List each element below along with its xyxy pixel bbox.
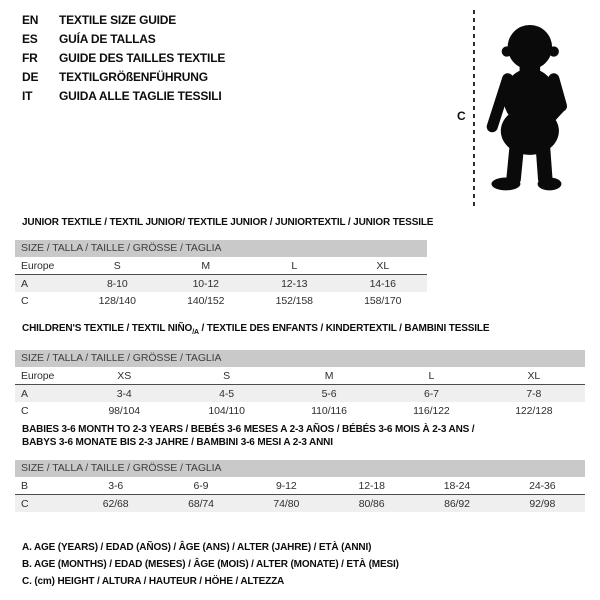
age-cell: 14-16 (369, 277, 396, 290)
months-cell: 9-12 (276, 479, 297, 492)
language-row-fr (22, 48, 225, 67)
footnote-age-months: B. AGE (MONTHS) / EDAD (MESES) / ÂGE (MOIS) / ALTER (MONATE) / ETÀ (MESI) (22, 559, 399, 570)
height-cell: 140/152 (187, 294, 225, 307)
size-cell: L (428, 369, 435, 382)
babies-row-height (15, 495, 585, 512)
children-size-header-bar: SIZE / TALLA / TAILLE / GRÖSSE / TAGLIA (15, 350, 585, 367)
months-cell: 6-9 (193, 479, 209, 492)
height-cell: 158/170 (364, 294, 402, 307)
height-cell: 116/122 (413, 404, 450, 417)
row-label: A (21, 387, 28, 400)
children-row-height (15, 402, 585, 419)
language-row-de (22, 67, 225, 86)
height-cell: 86/92 (444, 497, 470, 510)
age-cell: 5-6 (321, 387, 337, 400)
babies-row-months (15, 477, 585, 495)
language-label: TEXTILE SIZE GUIDE (59, 12, 177, 27)
size-cell: XL (376, 259, 390, 272)
row-label: B (21, 479, 28, 492)
language-code: IT (22, 88, 33, 103)
height-cell: 92/98 (529, 497, 556, 510)
height-measure-label: C (457, 109, 466, 123)
size-cell: L (291, 259, 298, 272)
height-measure-dashed-line (473, 10, 475, 206)
junior-row-age (15, 275, 427, 292)
language-label: GUIDE DES TAILLES TEXTILE (59, 50, 226, 65)
language-row-it (22, 86, 225, 105)
language-code: EN (22, 12, 39, 27)
age-cell: 10-12 (192, 277, 219, 290)
row-label: A (21, 277, 28, 290)
footnote-age-years: A. AGE (YEARS) / EDAD (AÑOS) / ÂGE (ANS) / ALTER (JAHRE) / ETÀ (ANNI) (22, 542, 372, 553)
months-cell: 3-6 (108, 479, 124, 492)
children-title-post: / TEXTILE DES ENFANTS / KINDERTEXTIL / BAMBINI TESSILE (198, 323, 490, 334)
language-code: FR (22, 50, 38, 65)
height-cell: 74/80 (273, 497, 300, 510)
language-label: GUÍA DE TALLAS (59, 31, 156, 46)
months-cell: 24-36 (529, 479, 556, 492)
children-size-table (15, 322, 585, 419)
footnote-legend (22, 539, 399, 590)
months-cell: 18-24 (443, 479, 471, 492)
age-cell: 3-4 (116, 387, 132, 400)
babies-size-header-bar: SIZE / TALLA / TAILLE / GRÖSSE / TAGLIA (15, 460, 585, 477)
row-label: C (21, 404, 29, 417)
row-label: C (21, 294, 29, 307)
children-row-age (15, 385, 585, 402)
children-title-pre: CHILDREN'S TEXTILE / TEXTIL NIÑO (22, 323, 193, 334)
junior-size-table (15, 216, 434, 309)
height-cell: 80/86 (358, 497, 385, 510)
age-cell: 7-8 (526, 387, 542, 400)
language-row-en (22, 10, 225, 29)
age-cell: 4-5 (219, 387, 235, 400)
size-cell: M (324, 369, 334, 382)
children-row-europe (15, 367, 585, 385)
babies-table-title-line2: BABYS 3-6 MONATE BIS 2-3 JAHRE / BAMBINI 3-6 MESI A 2-3 ANNI (22, 437, 333, 448)
junior-size-header-bar: SIZE / TALLA / TAILLE / GRÖSSE / TAGLIA (15, 240, 427, 257)
size-cell: XL (527, 369, 541, 382)
height-cell: 62/68 (102, 497, 129, 510)
baby-silhouette-icon (482, 7, 576, 207)
months-cell: 12-18 (358, 479, 385, 492)
language-label: GUIDA ALLE TAGLIE TESSILI (59, 88, 222, 103)
height-cell: 104/110 (208, 404, 245, 417)
footnote-height-cm: C. (cm) HEIGHT / ALTURA / HAUTEUR / HÖHE / ALTEZZA (22, 576, 285, 587)
junior-table-title: JUNIOR TEXTILE / TEXTIL JUNIOR/ TEXTILE JUNIOR / JUNIORTEXTIL / JUNIOR TESSILE (22, 217, 434, 228)
children-title-subscript: /A (192, 329, 199, 336)
age-cell: 12-13 (281, 277, 308, 290)
size-cell: XS (117, 369, 132, 382)
language-code: ES (22, 31, 38, 46)
size-cell: M (201, 259, 211, 272)
row-label: Europe (21, 369, 55, 382)
height-cell: 68/74 (188, 497, 214, 510)
age-cell: 8-10 (106, 277, 128, 290)
height-cell: 122/128 (515, 404, 553, 417)
children-table-title (22, 322, 585, 339)
language-code: DE (22, 69, 39, 84)
height-cell: 110/116 (311, 404, 347, 417)
junior-row-europe (15, 257, 427, 275)
size-cell: S (113, 259, 121, 272)
height-cell: 152/158 (275, 294, 313, 307)
age-cell: 6-7 (423, 387, 439, 400)
language-row-es (22, 29, 225, 48)
language-label: TEXTILGRÖßENFÜHRUNG (59, 69, 208, 84)
height-cell: 98/104 (108, 404, 140, 417)
height-cell: 128/140 (98, 294, 136, 307)
babies-size-table (15, 423, 585, 512)
row-label: Europe (21, 259, 55, 272)
junior-row-height (15, 292, 427, 309)
language-list (22, 10, 225, 105)
babies-table-title-line1: BABIES 3-6 MONTH TO 2-3 YEARS / BEBÉS 3-6 MESES A 2-3 AÑOS / BÉBÉS 3-6 MOIS À 2-3 ANS / (22, 424, 475, 435)
size-cell: S (223, 369, 231, 382)
row-label: C (21, 497, 29, 510)
